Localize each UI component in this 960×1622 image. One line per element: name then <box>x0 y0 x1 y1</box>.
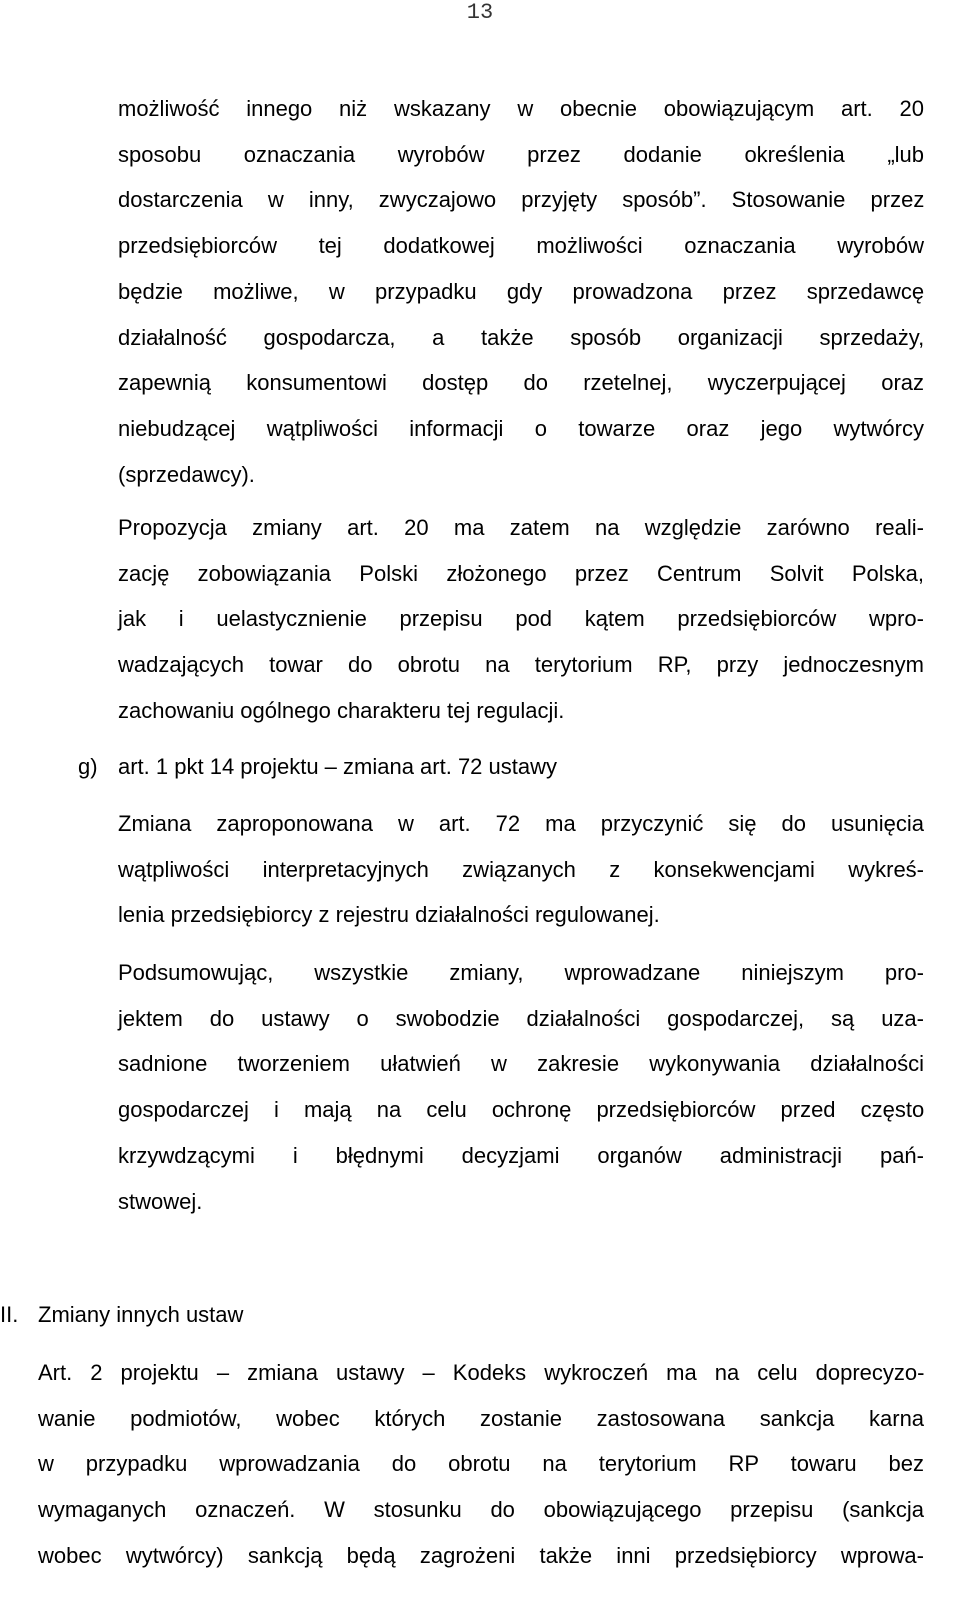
text-line: stwowej. <box>118 1188 203 1214</box>
text-line: jak i uelastycznienie przepisu pod kątem przedsiębiorców wpro- <box>118 606 924 632</box>
text-line: zację zobowiązania Polski złożonego przez Centrum Solvit Polska, <box>118 560 924 586</box>
text-line: gospodarczej i mają na celu ochronę przedsiębiorców przed często <box>118 1097 925 1123</box>
text-line: wadzających towar do obrotu na terytorium RP, przy jednoczesnym <box>118 652 924 678</box>
text-line: sadnione tworzeniem ułatwień w zakresie wykonywania działalności <box>118 1051 924 1077</box>
text-line: będzie możliwe, w przypadku gdy prowadzona przez sprzedawcę <box>118 278 925 304</box>
text-line: Art. 2 projektu – zmiana ustawy – Kodeks wykroczeń ma na celu doprecyzo- <box>38 1360 925 1385</box>
text-line: wątpliwości interpretacyjnych związanych z konsekwencjami wykreś- <box>118 856 925 882</box>
paragraph-1 <box>118 86 924 497</box>
paragraph-2 <box>118 505 924 734</box>
list-item-g <box>78 744 557 789</box>
list-item-text: art. 1 pkt 14 projektu – zmiana art. 72 ustawy <box>118 754 558 779</box>
text-line: krzywdzącymi i błędnymi decyzjami organów administracji pań- <box>118 1142 924 1168</box>
text-line: w przypadku wprowadzania do obrotu na terytorium RP towaru bez <box>38 1451 924 1477</box>
paragraph-5 <box>38 1350 924 1579</box>
text-line: Zmiana zaproponowana w art. 72 ma przyczynić się do usunięcia <box>118 811 924 836</box>
text-line: sposobu oznaczania wyrobów przez dodanie określenia „lub <box>118 141 925 167</box>
section-heading-ii <box>0 1292 243 1337</box>
paragraph-3 <box>118 801 924 938</box>
text-line: zachowaniu ogólnego charakteru tej regulacji. <box>118 697 565 723</box>
section-title: Zmiany innych ustaw <box>38 1302 244 1327</box>
section-marker: II. <box>0 1302 19 1327</box>
text-line: Propozycja zmiany art. 20 ma zatem na względzie zarówno reali- <box>118 515 924 540</box>
text-line: dostarczenia w inny, zwyczajowo przyjęty sposób”. Stosowanie przez <box>118 187 925 213</box>
text-line: działalność gospodarcza, a także sposób organizacji sprzedaży, <box>118 324 925 350</box>
paragraph-4 <box>118 950 924 1224</box>
text-line: jektem do ustawy o swobodzie działalności gospodarczej, są uza- <box>118 1005 924 1031</box>
text-line: przedsiębiorców tej dodatkowej możliwości oznaczania wyrobów <box>118 233 924 259</box>
text-line: Podsumowując, wszystkie zmiany, wprowadzane niniejszym pro- <box>118 960 924 985</box>
text-line: wanie podmiotów, wobec których zostanie zastosowana sankcja karna <box>38 1405 925 1431</box>
text-line: możliwość innego niż wskazany w obecnie obowiązującym art. 20 <box>118 96 924 121</box>
text-line: wobec wytwórcy) sankcją będą zagrożeni także inni przedsiębiorcy wprowa- <box>38 1542 924 1568</box>
text-line: (sprzedawcy). <box>118 461 255 487</box>
text-line: niebudzącej wątpliwości informacji o towarze oraz jego wytwórcy <box>118 415 924 441</box>
list-marker: g) <box>78 754 98 779</box>
page-number: 13 <box>466 0 494 25</box>
text-line: wymaganych oznaczeń. W stosunku do obowiązującego przepisu (sankcja <box>38 1497 924 1523</box>
text-line: lenia przedsiębiorcy z rejestru działalności regulowanej. <box>118 902 660 928</box>
text-line: zapewnią konsumentowi dostęp do rzetelnej, wyczerpującej oraz <box>118 370 925 396</box>
